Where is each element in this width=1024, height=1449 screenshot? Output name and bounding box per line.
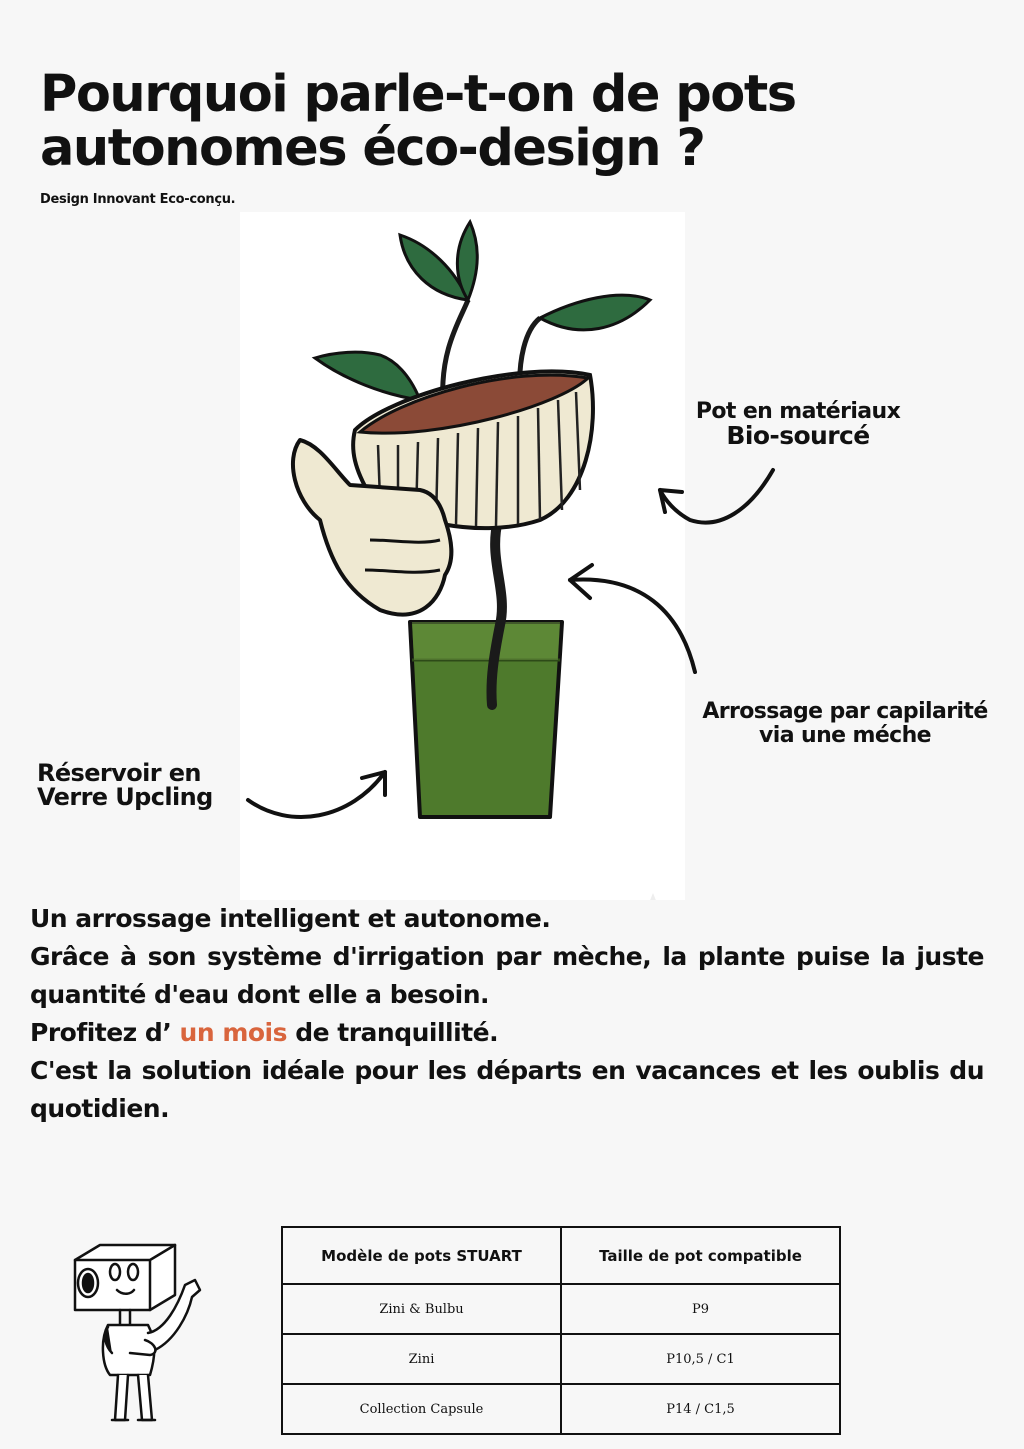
model-cell: Zini & Bulbu xyxy=(282,1284,561,1334)
callout-reservoir-line1: Réservoir en xyxy=(37,759,201,787)
callout-reservoir-line2: Verre Upcling xyxy=(37,783,213,811)
page-subtitle: Design Innovant Eco-conçu. xyxy=(40,192,236,207)
table-header-row xyxy=(282,1227,840,1284)
model-cell: Zini xyxy=(282,1334,561,1384)
table-row xyxy=(282,1384,840,1434)
glass-reservoir xyxy=(410,622,562,817)
compatibility-table xyxy=(281,1226,841,1435)
callout-wick-watering xyxy=(680,700,1010,748)
model-cell: Collection Capsule xyxy=(282,1384,561,1434)
callout-pot-line2: Bio-sourcé xyxy=(726,421,870,450)
callout-watering-line2: via une méche xyxy=(759,723,931,748)
paragraph-irrigation: Grâce à son système d'irrigation par mèche, la plante puise la juste quantité d'eau dont elle a besoin. xyxy=(30,942,984,1009)
robot-mascot-icon xyxy=(60,1235,220,1435)
size-cell: P14 / C1,5 xyxy=(561,1384,840,1434)
table-row xyxy=(282,1334,840,1384)
callout-reservoir xyxy=(37,761,257,809)
callout-watering-line1: Arrossage par capilarité xyxy=(702,699,988,724)
paragraph-vacation: C'est la solution idéale pour les départs en vacances et les oublis du quotidien. xyxy=(30,1056,984,1123)
month-before: Profitez d’ xyxy=(30,1018,180,1047)
size-cell: P9 xyxy=(561,1284,840,1334)
paragraph-month xyxy=(30,1014,984,1052)
month-highlight: un mois xyxy=(179,1018,288,1047)
size-cell: P10,5 / C1 xyxy=(561,1334,840,1384)
column-header-size: Taille de pot compatible xyxy=(561,1227,840,1284)
description-text xyxy=(30,900,984,1128)
callout-pot-material xyxy=(668,400,928,448)
month-after: de tranquillité. xyxy=(287,1018,499,1047)
title-line-1: Pourquoi parle-t-on de pots xyxy=(40,65,796,124)
column-header-model: Modèle de pots STUART xyxy=(282,1227,561,1284)
title-line-2: autonomes éco-design ? xyxy=(40,119,705,178)
paragraph-intro: Un arrossage intelligent et autonome. xyxy=(30,904,551,933)
table-row xyxy=(282,1284,840,1334)
callout-pot-line1: Pot en matériaux xyxy=(695,399,901,424)
